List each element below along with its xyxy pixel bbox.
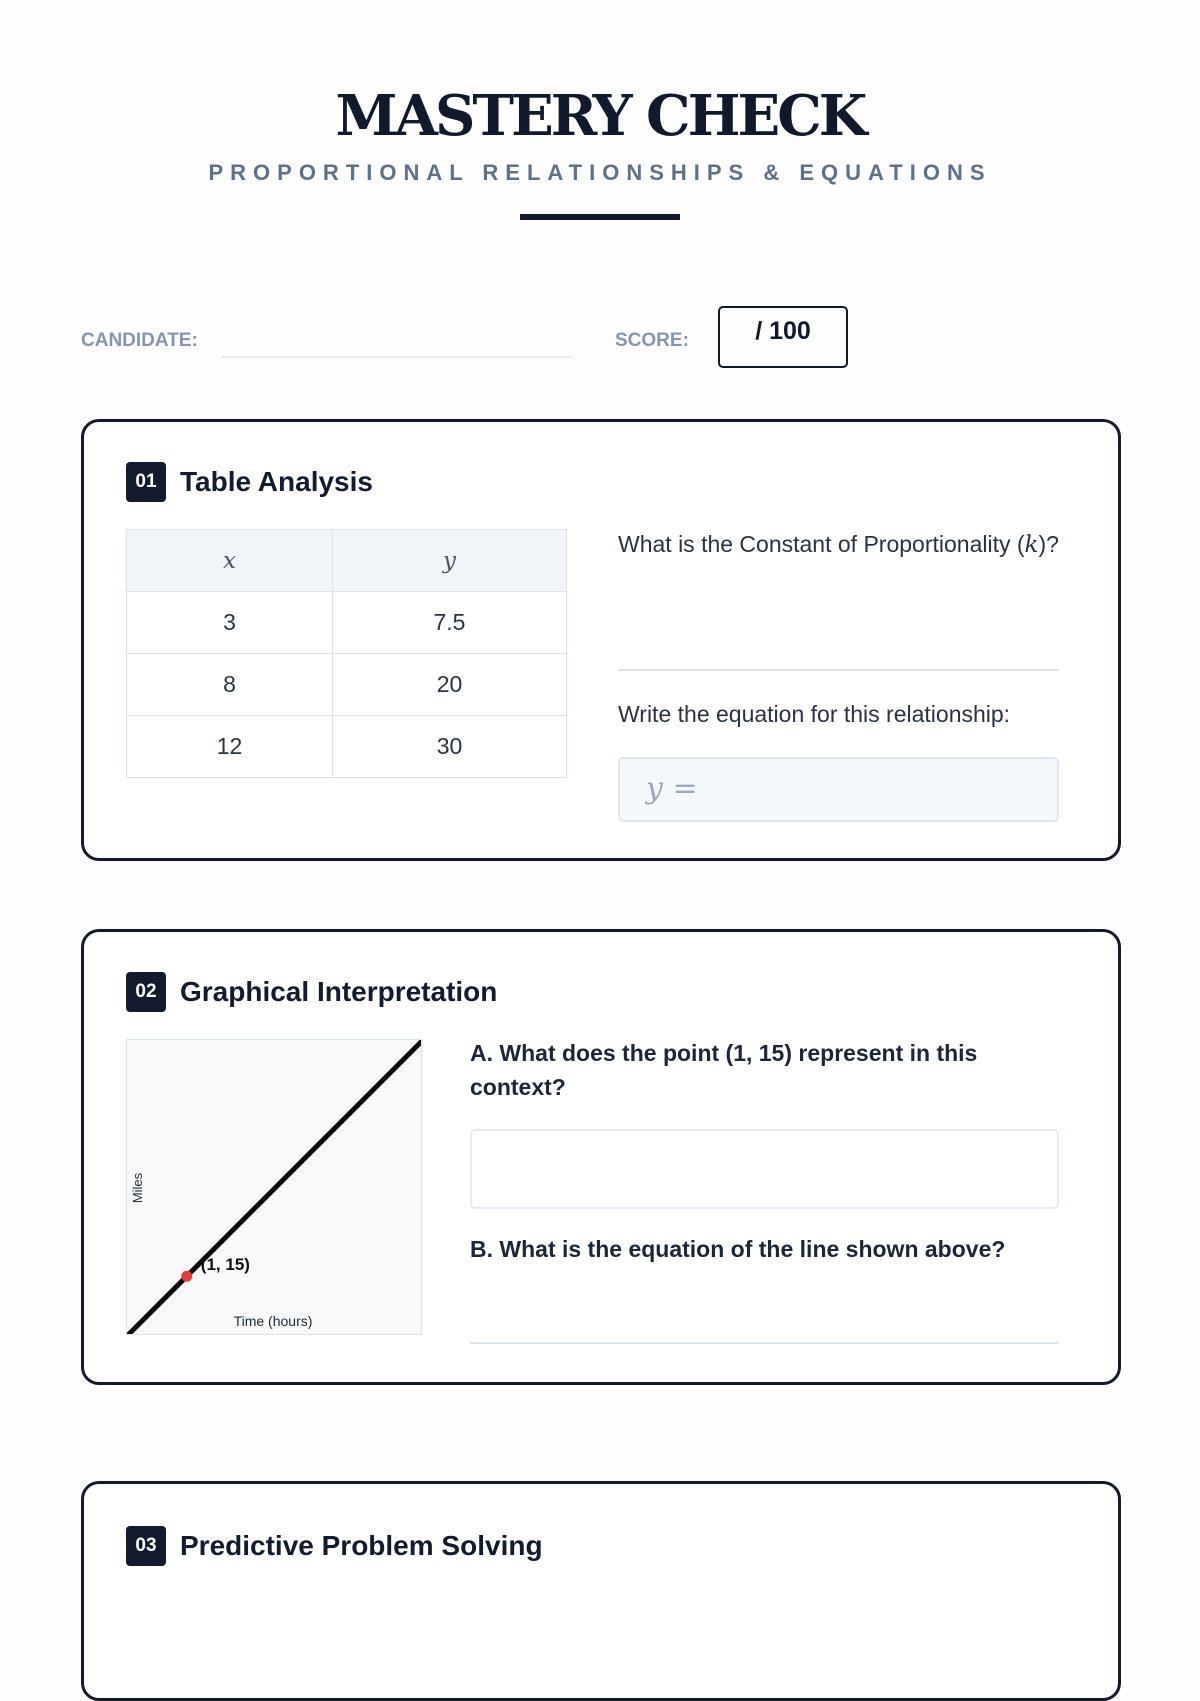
series-line <box>128 1041 422 1335</box>
xy-table <box>126 529 567 778</box>
score-label: SCORE: <box>615 330 689 351</box>
graph-svg <box>127 1040 422 1335</box>
answer-b-line[interactable] <box>470 1342 1059 1344</box>
table-header-x: x <box>127 530 333 592</box>
question-constant-suffix: )? <box>1038 531 1059 557</box>
table-cell: 7.5 <box>333 592 567 654</box>
table-cell: 12 <box>127 716 333 778</box>
candidate-label: CANDIDATE: <box>81 330 198 351</box>
section-title: Table Analysis <box>180 466 373 497</box>
proportional-graph <box>126 1039 422 1335</box>
section-number-badge: 01 <box>126 462 166 502</box>
point-label: (1, 15) <box>200 1255 250 1275</box>
table-cell: 3 <box>127 592 333 654</box>
page-header <box>0 0 1200 220</box>
question-b: B. What is the equation of the line shown above? <box>470 1236 1006 1262</box>
y-axis-label: Miles <box>130 1172 145 1204</box>
table-cell: 8 <box>127 654 333 716</box>
score-box[interactable] <box>718 306 848 368</box>
question-constant-var: k <box>1024 532 1039 558</box>
equation-input[interactable] <box>618 757 1059 822</box>
table-row <box>127 716 567 778</box>
score-value: / 100 <box>755 317 811 345</box>
highlight-point <box>181 1271 192 1282</box>
table-cell: 30 <box>333 716 567 778</box>
candidate-score-row <box>81 306 1200 376</box>
question-constant <box>618 527 1068 562</box>
constant-answer-line[interactable] <box>618 669 1059 671</box>
equation-placeholder: y = <box>646 771 698 806</box>
section-title: Graphical Interpretation <box>180 976 498 1007</box>
section-predictive-problem-solving <box>81 1481 1121 1701</box>
x-axis-label: Time (hours) <box>233 1313 313 1329</box>
section-graphical-interpretation <box>81 929 1121 1385</box>
table-header-row <box>127 530 567 592</box>
table-row <box>127 654 567 716</box>
header-divider <box>520 214 680 220</box>
question-a: A. What does the point (1, 15) represent in this context? <box>470 1040 978 1100</box>
question-constant-prefix: What is the Constant of Proportionality ( <box>618 531 1025 557</box>
section-header <box>126 972 497 1012</box>
table-header-y: y <box>333 530 567 592</box>
section-header <box>126 1526 543 1566</box>
section-number-badge: 02 <box>126 972 166 1012</box>
section-table-analysis <box>81 419 1121 861</box>
table-cell: 20 <box>333 654 567 716</box>
section-header <box>126 462 373 502</box>
page-title: MASTERY CHECK <box>335 83 865 149</box>
page-subtitle: PROPORTIONAL RELATIONSHIPS & EQUATIONS <box>208 160 992 185</box>
candidate-name-field[interactable] <box>221 356 573 358</box>
answer-a-input[interactable] <box>470 1129 1059 1209</box>
section-number-badge: 03 <box>126 1526 166 1566</box>
table-row <box>127 592 567 654</box>
question-equation: Write the equation for this relationship: <box>618 701 1011 727</box>
section-title: Predictive Problem Solving <box>180 1530 543 1561</box>
